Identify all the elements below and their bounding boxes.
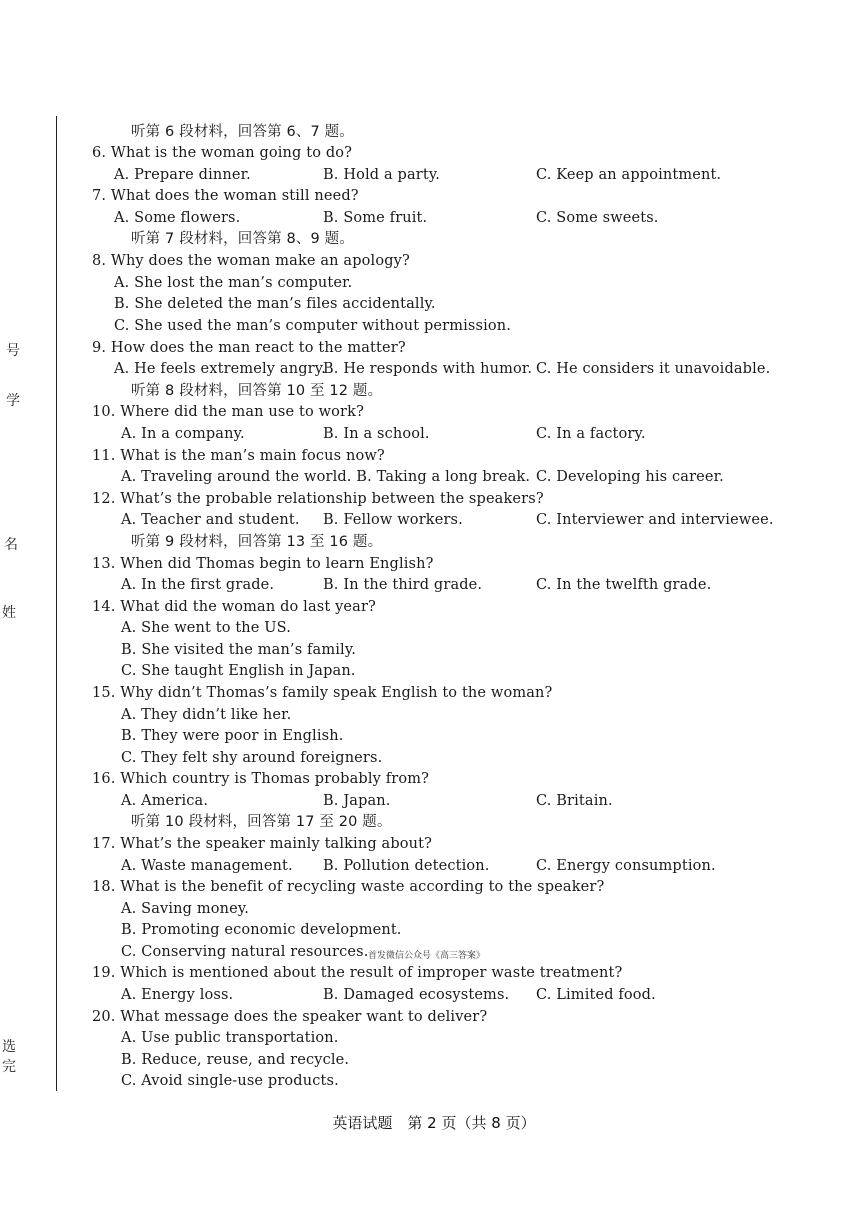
margin-char: 学 bbox=[6, 393, 20, 409]
answer-option: A. In a company. bbox=[121, 426, 245, 442]
question-stem: 20. What message does the speaker want to deliver? bbox=[92, 1009, 488, 1025]
answer-option: A. Saving money. bbox=[121, 901, 250, 917]
margin-char: 号 bbox=[6, 343, 20, 359]
margin-char: 完 bbox=[2, 1059, 16, 1075]
answer-option: A. Teacher and student. bbox=[121, 512, 300, 528]
answer-option: C. Limited food. bbox=[536, 987, 656, 1003]
answer-option: B. In the third grade. bbox=[323, 577, 483, 593]
answer-option: B. Reduce, reuse, and recycle. bbox=[121, 1052, 350, 1068]
answer-option: B. She deleted the man’s files accidentally. bbox=[114, 296, 436, 312]
section-instruction: 听第 10 段材料，回答第 17 至 20 题。 bbox=[131, 814, 392, 830]
section-instruction: 听第 7 段材料，回答第 8、9 题。 bbox=[131, 231, 354, 247]
question-stem: 17. What’s the speaker mainly talking about? bbox=[92, 836, 433, 852]
question-stem: 13. When did Thomas begin to learn English? bbox=[92, 556, 434, 572]
answer-option: A. In the first grade. bbox=[121, 577, 275, 593]
answer-option: A. Waste management. bbox=[121, 858, 293, 874]
answer-option: A. Prepare dinner. bbox=[114, 167, 251, 183]
binding-margin-line bbox=[56, 116, 57, 1091]
question-stem: 11. What is the man’s main focus now? bbox=[92, 448, 385, 464]
question-stem: 8. Why does the woman make an apology? bbox=[92, 253, 410, 269]
answer-option: A. They didn’t like her. bbox=[121, 707, 292, 723]
answer-option: B. Hold a party. bbox=[323, 167, 440, 183]
answer-option: A. She lost the man’s computer. bbox=[114, 275, 353, 291]
answer-option: B. Promoting economic development. bbox=[121, 922, 402, 938]
answer-option: C. In the twelfth grade. bbox=[536, 577, 712, 593]
answer-option: B. Damaged ecosystems. bbox=[323, 987, 510, 1003]
question-stem: 9. How does the man react to the matter? bbox=[92, 340, 406, 356]
answer-option: B. She visited the man’s family. bbox=[121, 642, 357, 658]
answer-option: B. In a school. bbox=[323, 426, 430, 442]
answer-option: A. Use public transportation. bbox=[121, 1030, 339, 1046]
question-stem: 10. Where did the man use to work? bbox=[92, 404, 364, 420]
margin-char: 名 bbox=[4, 537, 18, 553]
answer-option: B. Japan. bbox=[323, 793, 391, 809]
answer-option: B. He responds with humor. bbox=[323, 361, 533, 377]
section-instruction: 听第 6 段材料，回答第 6、7 题。 bbox=[131, 124, 354, 140]
answer-option: C. She used the man’s computer without permission. bbox=[114, 318, 512, 334]
answer-option: A. He feels extremely angry. bbox=[114, 361, 326, 377]
answer-option: C. Developing his career. bbox=[536, 469, 724, 485]
answer-option: C. Some sweets. bbox=[536, 210, 659, 226]
answer-option: A. She went to the US. bbox=[121, 620, 291, 636]
answer-option: C. Conserving natural resources. bbox=[121, 944, 369, 960]
question-stem: 18. What is the benefit of recycling waste according to the speaker? bbox=[92, 879, 605, 895]
answer-option: A. Some flowers. bbox=[114, 210, 241, 226]
answer-option: B. Fellow workers. bbox=[323, 512, 463, 528]
answer-option: B. Pollution detection. bbox=[323, 858, 490, 874]
answer-option: C. She taught English in Japan. bbox=[121, 663, 356, 679]
question-stem: 12. What’s the probable relationship between the speakers? bbox=[92, 491, 544, 507]
answer-option: C. Interviewer and interviewee. bbox=[536, 512, 774, 528]
question-stem: 7. What does the woman still need? bbox=[92, 188, 359, 204]
question-stem: 16. Which country is Thomas probably from? bbox=[92, 771, 430, 787]
section-instruction: 听第 8 段材料，回答第 10 至 12 题。 bbox=[131, 383, 383, 399]
answer-option: B. They were poor in English. bbox=[121, 728, 344, 744]
question-stem: 15. Why didn’t Thomas’s family speak English to the woman? bbox=[92, 685, 553, 701]
margin-char: 姓 bbox=[2, 605, 16, 621]
answer-option: A. America. bbox=[121, 793, 209, 809]
answer-option: A. Energy loss. bbox=[121, 987, 234, 1003]
answer-option: C. They felt shy around foreigners. bbox=[121, 750, 383, 766]
answer-option: B. Some fruit. bbox=[323, 210, 428, 226]
question-stem: 19. Which is mentioned about the result of improper waste treatment? bbox=[92, 965, 623, 981]
answer-option: C. Britain. bbox=[536, 793, 613, 809]
answer-option: C. Keep an appointment. bbox=[536, 167, 722, 183]
answer-option: A. Traveling around the world. B. Taking a long break. bbox=[121, 469, 531, 485]
answer-option: C. Avoid single-use products. bbox=[121, 1073, 339, 1089]
question-stem: 14. What did the woman do last year? bbox=[92, 599, 376, 615]
margin-char: 选 bbox=[2, 1039, 16, 1055]
question-stem: 6. What is the woman going to do? bbox=[92, 145, 353, 161]
answer-option: C. In a factory. bbox=[536, 426, 646, 442]
section-instruction: 听第 9 段材料，回答第 13 至 16 题。 bbox=[131, 534, 383, 550]
watermark-stamp: 首发微信公众号《高三答案》 bbox=[368, 951, 486, 961]
answer-option: C. Energy consumption. bbox=[536, 858, 716, 874]
page-footer: 英语试题 第 2 页（共 8 页） bbox=[332, 1114, 536, 1132]
answer-option: C. He considers it unavoidable. bbox=[536, 361, 771, 377]
